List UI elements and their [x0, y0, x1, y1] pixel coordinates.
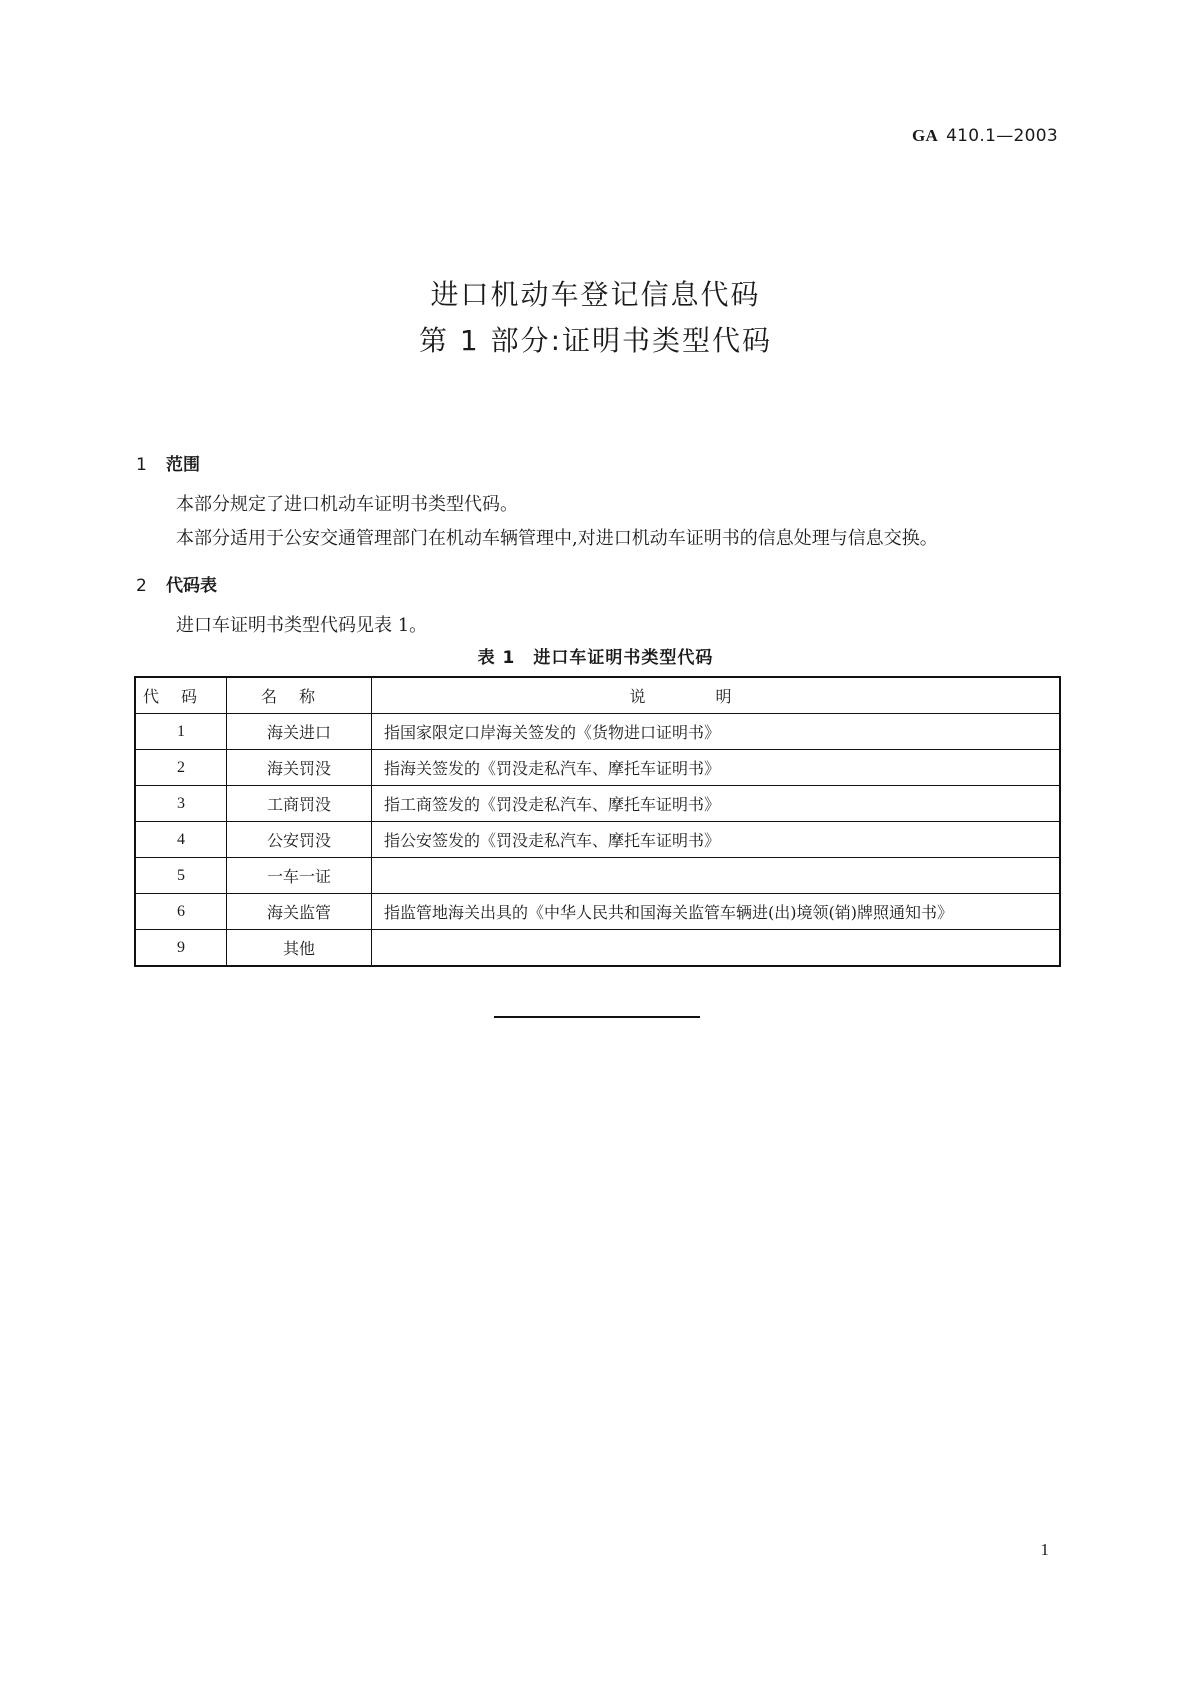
row-name: 其他 — [227, 930, 372, 967]
title-line-1: 进口机动车登记信息代码 — [430, 278, 761, 311]
row-name: 一车一证 — [227, 858, 372, 894]
row-name: 海关进口 — [227, 714, 372, 750]
row-description — [372, 858, 1061, 894]
title-line-2: 第 1 部分:证明书类型代码 — [418, 324, 773, 357]
header-description: 说明 — [372, 677, 1061, 714]
row-description: 指监管地海关出具的《中华人民共和国海关监管车辆进(出)境领(销)牌照通知书》 — [372, 894, 1061, 930]
table-row — [135, 858, 1060, 894]
row-code: 6 — [135, 894, 227, 930]
standard-org: GA — [911, 126, 939, 145]
table-row — [135, 714, 1060, 750]
section-1-paragraph-1: 本部分规定了进口机动车证明书类型代码。 — [176, 494, 518, 515]
table-header-row — [135, 677, 1060, 714]
section-2-paragraph-1: 进口车证明书类型代码见表 1。 — [176, 615, 428, 636]
document-title — [0, 272, 1191, 364]
row-code: 5 — [135, 858, 227, 894]
section-2-title: 代码表 — [166, 576, 217, 596]
row-description: 指公安签发的《罚没走私汽车、摩托车证明书》 — [372, 822, 1061, 858]
code-table — [134, 676, 1061, 967]
row-code: 1 — [135, 714, 227, 750]
row-description — [372, 930, 1061, 967]
row-name: 海关罚没 — [227, 750, 372, 786]
table-row — [135, 822, 1060, 858]
row-description: 指工商签发的《罚没走私汽车、摩托车证明书》 — [372, 786, 1061, 822]
standard-code — [912, 126, 1058, 146]
section-2-heading — [136, 571, 217, 596]
row-code: 2 — [135, 750, 227, 786]
header-name: 名称 — [227, 677, 372, 714]
row-description: 指海关签发的《罚没走私汽车、摩托车证明书》 — [372, 750, 1061, 786]
row-name: 海关监管 — [227, 894, 372, 930]
row-code: 9 — [135, 930, 227, 967]
row-code: 3 — [135, 786, 227, 822]
table-caption: 表 1 进口车证明书类型代码 — [477, 648, 714, 668]
table-row — [135, 894, 1060, 930]
row-code: 4 — [135, 822, 227, 858]
section-1-heading — [136, 450, 200, 475]
page-number: 1 — [1040, 1540, 1049, 1559]
section-1-title: 范围 — [166, 455, 200, 475]
standard-number: 410.1—2003 — [946, 126, 1058, 146]
section-2-number: 2 — [136, 576, 147, 596]
end-rule-divider — [494, 1016, 700, 1018]
row-description: 指国家限定口岸海关签发的《货物进口证明书》 — [372, 714, 1061, 750]
section-1-number: 1 — [136, 455, 147, 475]
section-1-paragraph-2: 本部分适用于公安交通管理部门在机动车辆管理中,对进口机动车证明书的信息处理与信息交换。 — [176, 528, 938, 549]
row-name: 工商罚没 — [227, 786, 372, 822]
table-row — [135, 750, 1060, 786]
table-row — [135, 786, 1060, 822]
table-row — [135, 930, 1060, 967]
row-name: 公安罚没 — [227, 822, 372, 858]
header-code: 代码 — [135, 677, 227, 714]
